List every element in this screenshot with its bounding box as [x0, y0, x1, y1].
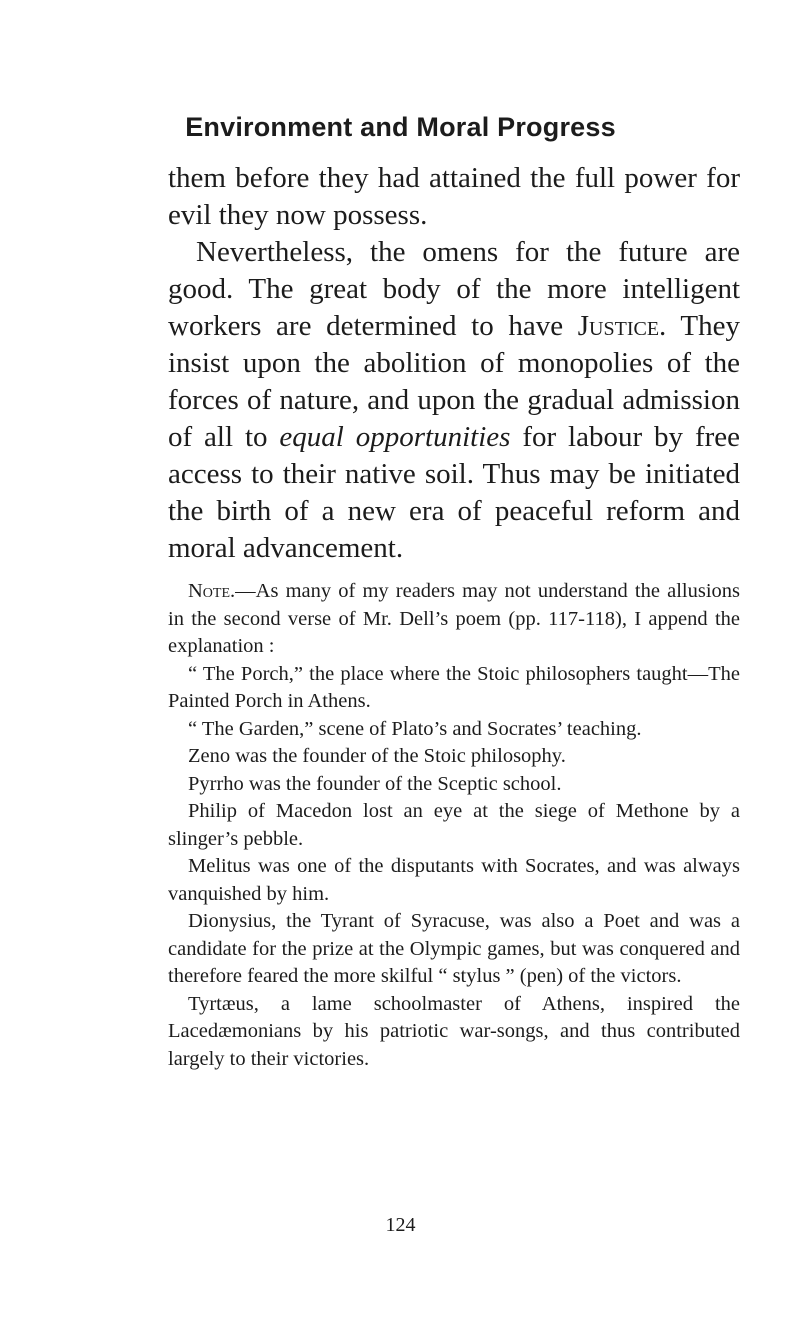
note-item-melitus: Melitus was one of the disputants with Socrates, and was always vanquished by him. [168, 855, 740, 905]
paragraph-2-part-b: . They insist upon the abolition of monopolies of the forces of nature, and upon the gradual admission of all to [168, 310, 740, 453]
paragraph-1: them before they had attained the full power for evil they now possess. [168, 162, 740, 231]
emphasis-equal-opportunities: equal opportunities [279, 421, 511, 453]
note-item-pyrrho: Pyrrho was the founder of the Sceptic school. [188, 772, 562, 795]
justice-smallcaps: Justice [577, 310, 660, 342]
note-item-garden: “ The Garden,” scene of Plato’s and Socrates’ teaching. [188, 717, 642, 740]
paragraph-2 [168, 234, 740, 567]
note-intro-text: .—As many of my readers may not understand the allusions in the second verse of Mr. Dell’s poem (pp. 117-118), I append the explanation : [168, 580, 740, 657]
note-item-tyrtaeus: Tyrtæus, a lame schoolmaster of Athens, inspired the Lacedæmonians by his patriotic war-songs, and thus contributed largely to their victories. [168, 992, 740, 1070]
page-number: 124 [385, 1214, 416, 1236]
paragraph-2-part-a: Nevertheless, the omens for the future are good. The great body of the more intelligent workers are determined to have [168, 236, 740, 342]
main-text [168, 160, 740, 567]
running-header: Environment and Moral Progress [185, 112, 616, 142]
note-item-zeno: Zeno was the founder of the Stoic philosophy. [188, 745, 566, 767]
note-label: Note [188, 580, 231, 602]
note-intro [168, 578, 740, 661]
note-item-porch: “ The Porch,” the place where the Stoic philosophers taught—The Painted Porch in Athens. [168, 662, 740, 712]
paragraph-2-part-c: for labour by free access to their native soil. Thus may be initiated the birth of a new era of peaceful reform and moral advancement. [168, 421, 741, 564]
notes-section [168, 578, 740, 1073]
note-item-philip: Philip of Macedon lost an eye at the siege of Methone by a slinger’s pebble. [168, 800, 740, 850]
note-item-dionysius: Dionysius, the Tyrant of Syracuse, was also a Poet and was a candidate for the prize at the Olympic games, but was conquered and therefore feared the more skilful “ stylus ” (pen) of the victors. [168, 910, 740, 987]
